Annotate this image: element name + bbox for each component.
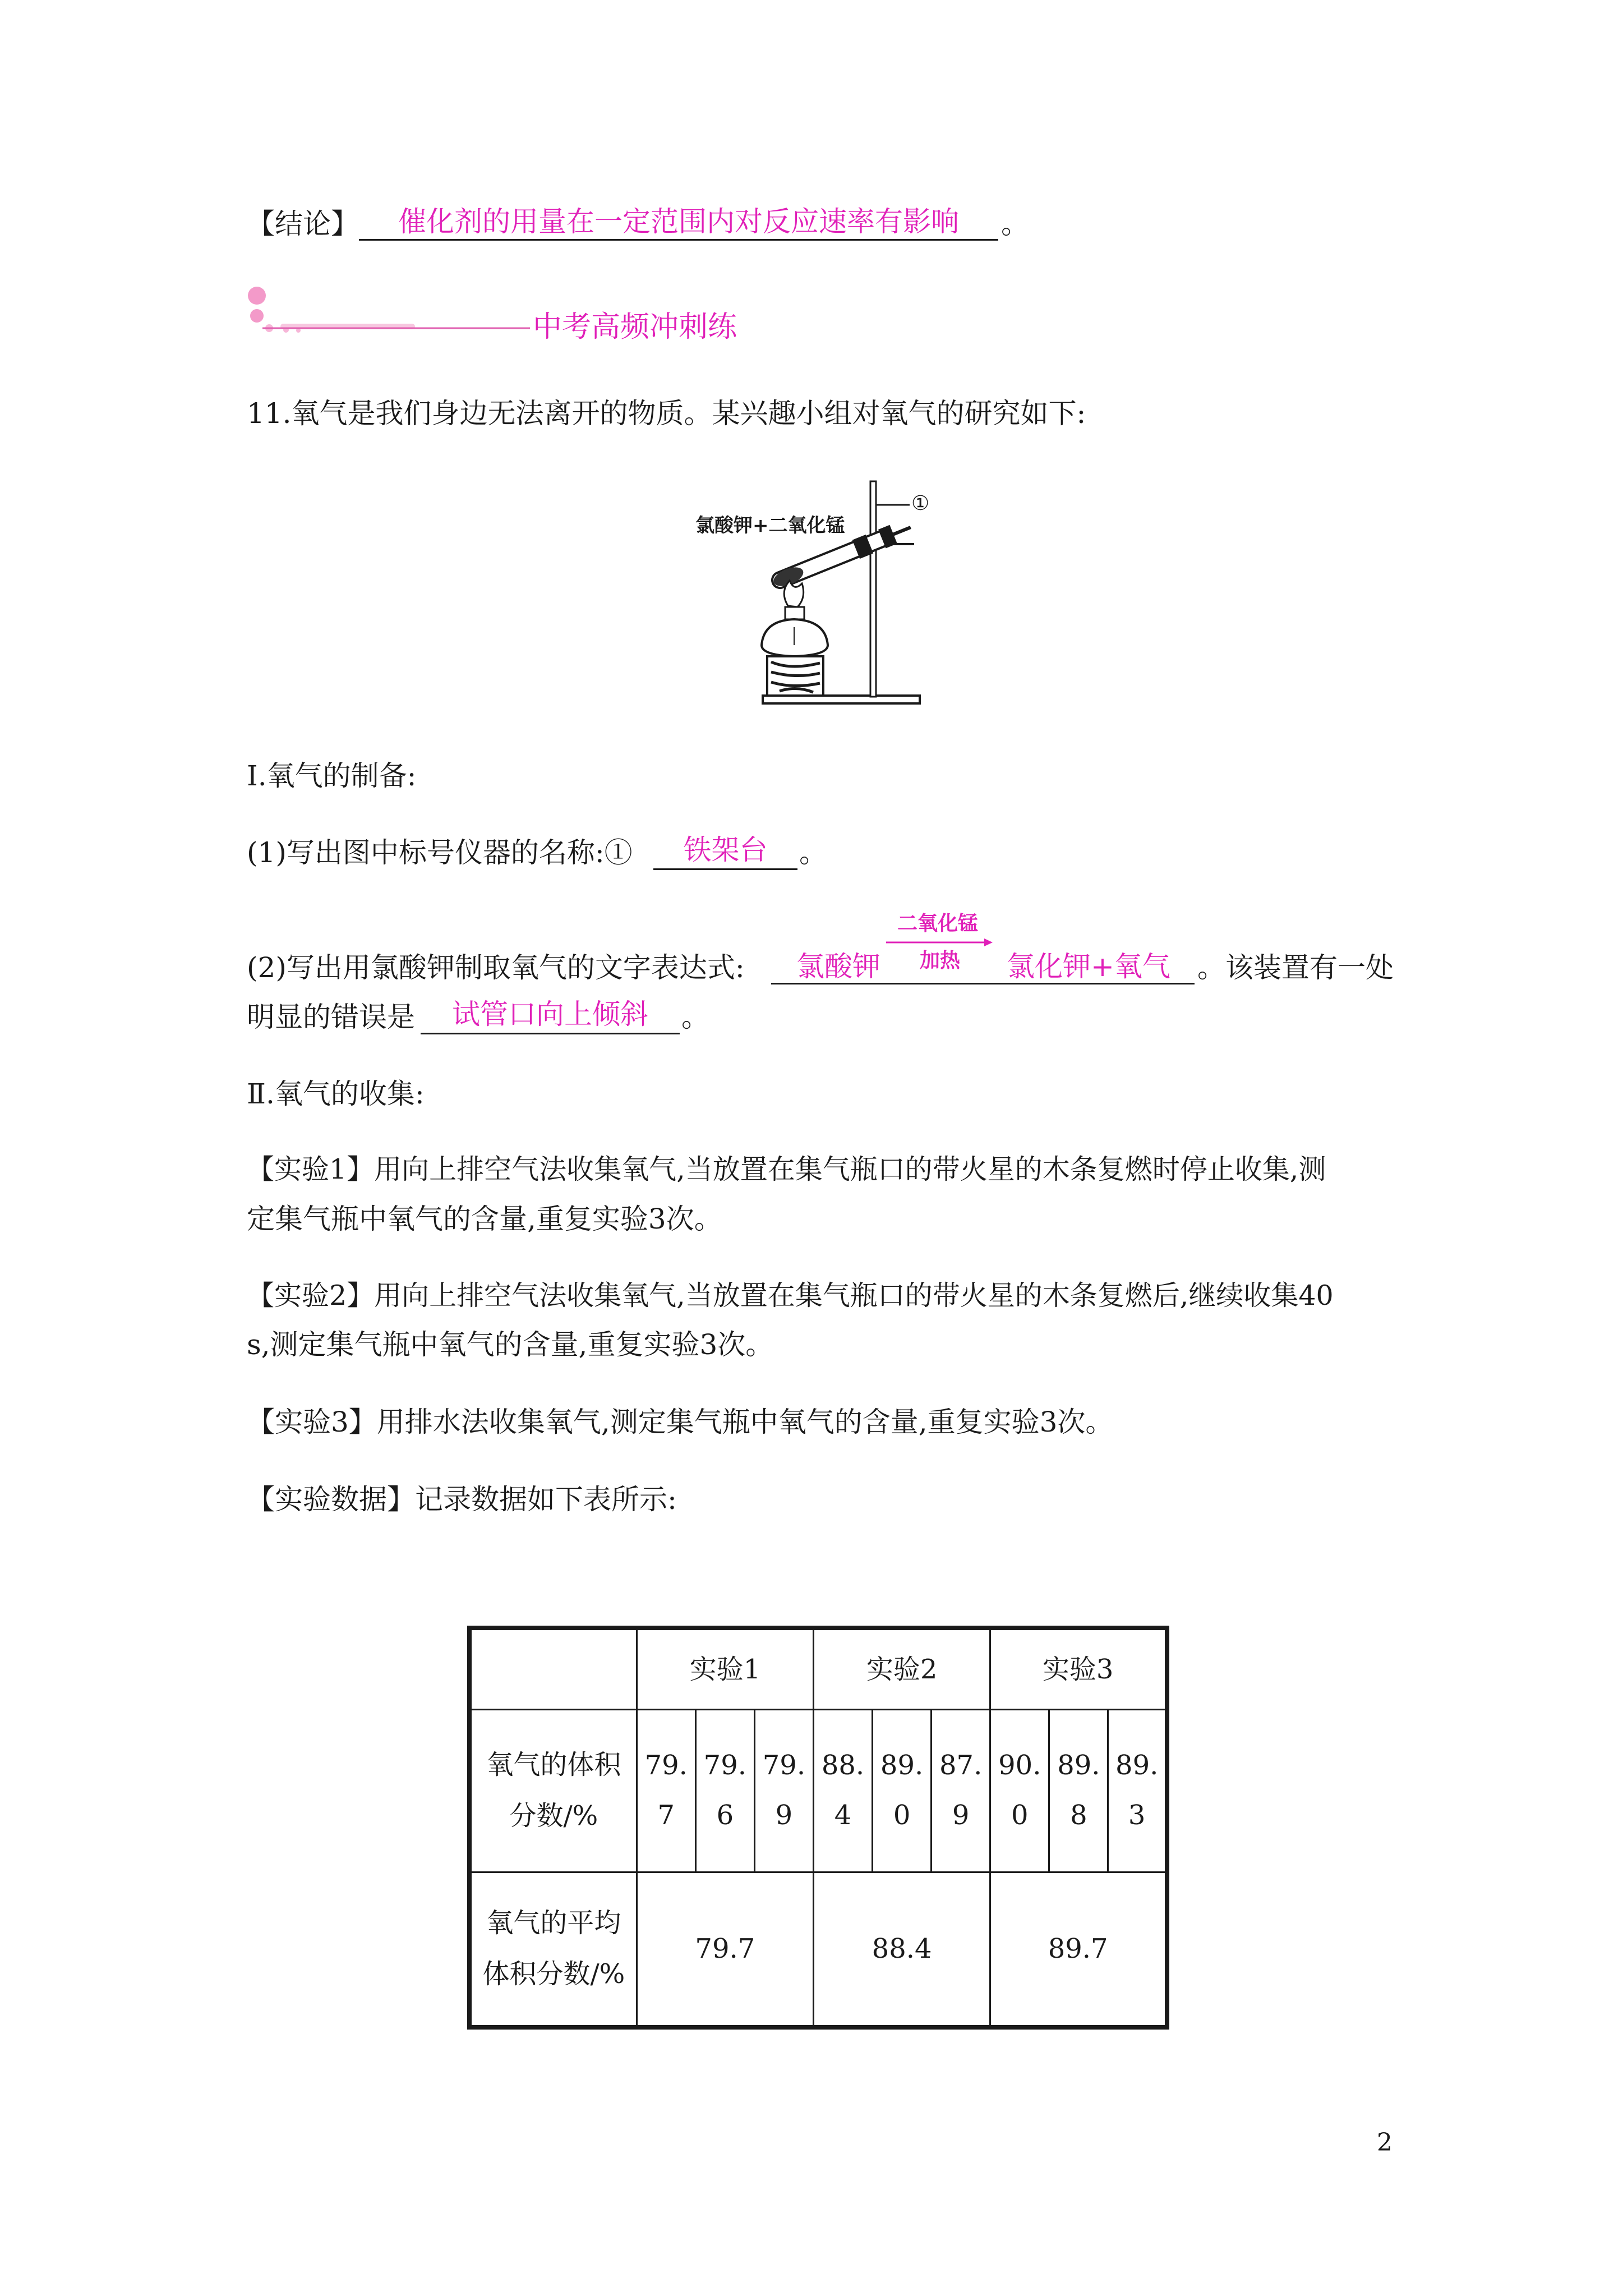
exp1-line1: 【实验1】用向上排空气法收集氧气,当放置在集气瓶口的带火星的木条复燃时停止收集,测 <box>247 1153 1326 1185</box>
table-avg-exp1: 79.7 <box>637 1872 813 2027</box>
table-cell <box>990 1709 1049 1872</box>
part1-title: Ⅰ.氧气的制备: <box>247 760 417 792</box>
exp2-line2: s,测定集气瓶中氧气的含量,重复实验3次。 <box>247 1328 774 1361</box>
data-intro: 【实验数据】记录数据如下表所示: <box>247 1483 677 1516</box>
q2-line2-text: 明显的错误是 <box>247 1001 415 1033</box>
cell-value-part: 0 <box>1011 1800 1029 1831</box>
q2-catalyst: 二氧化锰 <box>897 912 979 935</box>
table-row1-label-line1: 氧气的体积 <box>486 1749 621 1780</box>
section-header <box>247 283 808 351</box>
question-intro: 11.氧气是我们身边无法离开的物质。某兴趣小组对氧气的研究如下: <box>247 397 1086 430</box>
conclusion-end: 。 <box>1001 208 1029 240</box>
q1-text: (1)写出图中标号仪器的名称:① <box>247 836 633 869</box>
cell-value-part: 90. <box>998 1750 1041 1782</box>
table-cell <box>754 1709 813 1872</box>
table-row1-label <box>469 1709 637 1872</box>
table-cell <box>695 1709 754 1872</box>
table-cell <box>932 1709 990 1872</box>
table-corner-cell <box>469 1628 637 1709</box>
data-table <box>467 1626 1169 2030</box>
q2-error-answer-text: 试管口向上倾斜 <box>452 998 648 1030</box>
figure-label-reagent: 氯酸钾+二氧化锰 <box>695 514 845 537</box>
cell-value-part: 79. <box>762 1750 806 1782</box>
page-number: 2 <box>1377 2128 1393 2157</box>
cell-value-part: 8 <box>1070 1800 1087 1831</box>
exp2-line1: 【实验2】用向上排空气法收集氧气,当放置在集气瓶口的带火星的木条复燃后,继续收集40 <box>247 1280 1334 1312</box>
conclusion-answer-text: 催化剂的用量在一定范围内对反应速率有影响 <box>398 205 959 238</box>
q1-answer <box>653 836 797 870</box>
cell-value-part: 89. <box>1057 1750 1100 1782</box>
table-row2-label-line2: 体积分数/% <box>482 1958 625 1990</box>
cell-value-part: 9 <box>952 1800 970 1831</box>
section-header-decoration <box>247 283 538 351</box>
cell-value-part: 6 <box>716 1800 734 1831</box>
q2-reaction-arrow <box>886 937 993 948</box>
conclusion-label: 【结论】 <box>247 208 359 240</box>
cell-value-part: 7 <box>657 1800 675 1831</box>
table-header-exp3: 实验3 <box>990 1628 1167 1709</box>
cell-value-part: 3 <box>1128 1800 1146 1831</box>
table-cell <box>637 1709 695 1872</box>
cell-value-part: 9 <box>775 1800 793 1831</box>
exp1-line2: 定集气瓶中氧气的含量,重复实验3次。 <box>247 1203 722 1235</box>
cell-value-part: 4 <box>834 1800 852 1831</box>
q2-condition: 加热 <box>920 949 961 972</box>
section-header-title: 中考高频冲刺练 <box>533 310 737 344</box>
table-row2-label-line1: 氧气的平均 <box>486 1907 621 1939</box>
table-row2-label <box>469 1872 637 2027</box>
q1-answer-text: 铁架台 <box>683 834 768 866</box>
q2-text: (2)写出用氯酸钾制取氧气的文字表达式: <box>247 951 745 984</box>
q1-end: 。 <box>799 836 827 869</box>
table-cell <box>813 1709 872 1872</box>
figure-label-marker: ① <box>911 492 930 515</box>
table-header-exp1: 实验1 <box>637 1628 813 1709</box>
table-row1-label-line2: 分数/% <box>509 1800 598 1832</box>
q2-error-answer <box>421 1000 680 1034</box>
cell-value-part: 89. <box>880 1750 924 1782</box>
apparatus-figure <box>695 477 959 712</box>
table-avg-exp2: 88.4 <box>813 1872 990 2027</box>
cell-value-part: 87. <box>939 1750 983 1782</box>
table-header-exp2: 实验2 <box>813 1628 990 1709</box>
table-cell <box>1108 1709 1167 1872</box>
cell-value-part: 88. <box>821 1750 865 1782</box>
exp3-line: 【实验3】用排水法收集氧气,测定集气瓶中氧气的含量,重复实验3次。 <box>247 1406 1114 1438</box>
q2-product: 氯化钾+氧气 <box>1007 950 1170 983</box>
table-avg-exp3: 89.7 <box>990 1872 1167 2027</box>
cell-value-part: 79. <box>644 1750 688 1782</box>
conclusion-answer <box>359 205 998 241</box>
table-cell <box>1049 1709 1108 1872</box>
cell-value-part: 79. <box>703 1750 746 1782</box>
cell-value-part: 0 <box>893 1800 911 1831</box>
q2-end: 。 <box>681 1001 709 1033</box>
q2-reactant: 氯酸钾 <box>796 950 880 983</box>
cell-value-part: 89. <box>1115 1750 1159 1782</box>
table-cell <box>873 1709 932 1872</box>
q2-after: 。该装置有一处 <box>1197 951 1394 984</box>
part2-title: Ⅱ.氧气的收集: <box>247 1078 425 1110</box>
q2-answer-underline <box>771 983 1195 984</box>
